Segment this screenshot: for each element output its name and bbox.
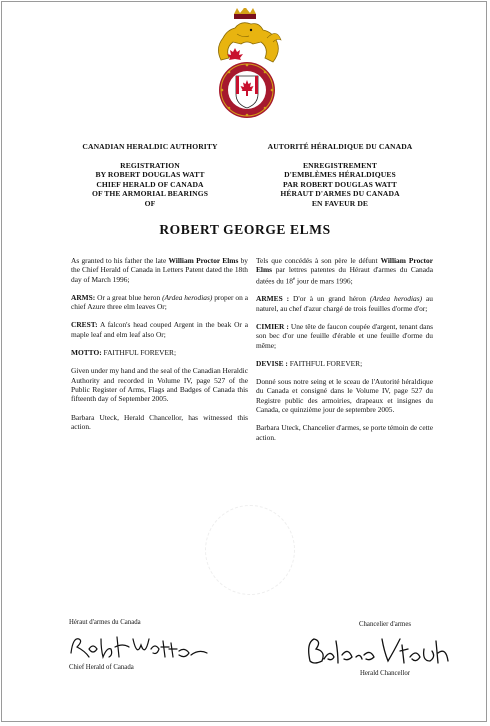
english-arms-label: ARMS: [71,292,96,302]
english-witness-paragraph: Barbara Uteck, Herald Chancellor, has witnessed this action. [71,412,248,431]
english-intro-paragraph [71,256,248,284]
english-given-paragraph: Given under my hand and the seal of the Canadian Heraldic Authority and recorded in Volume IV, page 527 of the Public Register of Arms, Flags and Badges of Canada this fifteenth day of September 2005. [71,366,248,404]
french-given-paragraph: Donné sous notre seing et le sceau de l'Autorité héraldique du Canada et consigné dans le Volume IV, page 527 du Registre public des armoiries, drapeaux et insignes du Canada, ce quinzième jour de septembre 2005. [256,377,433,415]
english-arms-pre: Or a great blue heron [95,292,163,302]
french-arms-label: ARMES : [256,294,290,304]
english-crest-label: CREST: [71,320,98,330]
chief-herald-title-en: Chief Herald of Canada [69,664,134,671]
english-arms-post: proper on a chief Azure three elm leaves Or; [71,292,248,312]
french-registration-line: ENREGISTREMENT [303,160,377,170]
french-father-name: William Proctor Elms [256,256,433,275]
chief-herald-signature [67,629,217,663]
english-crest-text: A falcon's head couped Argent in the beak Or a maple leaf and elm leaf also Or; [71,320,248,339]
english-registration-line: REGISTRATION [120,160,180,170]
english-arms-paragraph [71,293,248,312]
french-arms-latin: (Ardea herodias) [369,294,423,304]
english-authority-title: CANADIAN HERALDIC AUTHORITY [82,142,218,151]
english-column [71,256,248,440]
english-crest-paragraph [71,320,248,339]
herald-chancellor-signature-block [320,620,450,678]
french-registrar-line: PAR ROBERT DOUGLAS WATT [283,179,397,189]
french-intro-superscript: e [292,276,296,282]
english-bearings-line: OF THE ARMORIAL BEARINGS [91,189,209,199]
french-intro-paragraph [256,256,433,285]
french-header [250,142,430,209]
french-office-line: HÉRAUT D'ARMES DU CANADA [280,189,400,199]
letters-patent-page [1,1,487,722]
chief-herald-signature-block [69,618,209,672]
french-emblems-line: D'EMBLÈMES HÉRALDIQUES [284,170,396,180]
french-authority-title: AUTORITÉ HÉRALDIQUE DU CANADA [267,142,413,151]
english-motto-label: MOTTO: [71,348,102,358]
english-motto-paragraph [71,348,248,357]
french-intro-post-a: par lettres patentes du Héraut d'armes du Canada datées du 18 [256,265,433,286]
canadian-heraldic-authority-badge-icon [207,8,287,122]
french-column [256,256,433,451]
french-intro-post-b: jour de mars 1996; [295,276,353,286]
english-arms-latin: (Ardea herodias) [162,292,213,302]
french-motto-paragraph [256,359,433,368]
french-crest-label: CIMIER : [256,321,289,331]
english-motto-text: FAITHFUL FOREVER; [101,348,176,358]
french-motto-label: DEVISE : [256,358,288,368]
herald-chancellor-title-fr: Chancelier d'armes [359,621,411,628]
english-father-name: William Proctor Elms [168,256,239,265]
french-witness-paragraph: Barbara Uteck, Chancelier d'armes, se porte témoin de cette action. [256,423,433,442]
english-of-line: OF [144,198,156,208]
french-crest-text: Une tête de faucon coupée d'argent, tenant dans son bec d'or une feuille d'érable et une feuille d'orme du même; [256,321,433,350]
french-favour-line: EN FAVEUR DE [311,198,369,208]
french-arms-post: au naturel, au chef d'azur chargé de trois feuilles d'orme d'or; [256,294,434,313]
chief-herald-title-fr: Héraut d'armes du Canada [69,619,141,626]
english-header [60,142,240,209]
french-arms-paragraph [256,294,433,313]
herald-chancellor-title-en: Herald Chancellor [359,670,410,677]
english-office-line: CHIEF HERALD OF CANADA [96,179,204,189]
french-motto-text: FAITHFUL FOREVER; [287,358,363,368]
herald-chancellor-signature [296,631,466,669]
french-arms-pre: D'or à un grand héron [289,294,370,304]
french-crest-paragraph [256,322,433,350]
french-intro-pre: Tels que concédés à son père le défunt [256,256,381,265]
english-intro-pre: As granted to his father the late [71,256,169,265]
recipient-name: ROBERT GEORGE ELMS [159,222,331,237]
embossed-seal-icon [205,505,295,595]
english-intro-post: by the Chief Herald of Canada in Letters Patent dated the 18th day of March 1996; [71,256,248,284]
english-registrar-line: BY ROBERT DOUGLAS WATT [95,170,205,180]
